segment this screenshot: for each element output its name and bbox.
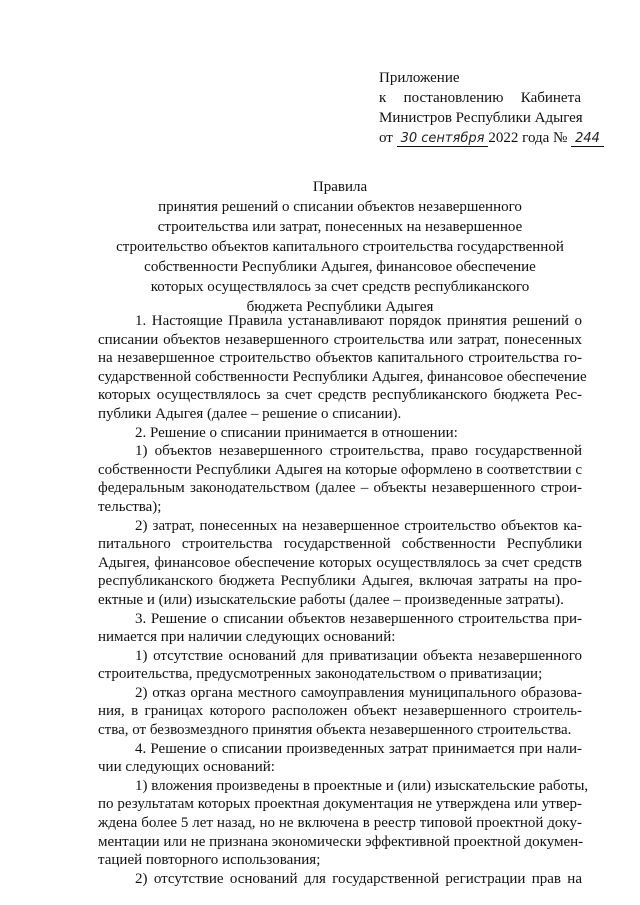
body-line: 1) объектов незавершенного строительства, право государственной xyxy=(135,443,582,460)
body-line: ства, от безвозмездного принятия объекта незавершенного строительства. xyxy=(98,722,572,739)
body-line: тельства); xyxy=(98,498,162,515)
body-line: питального строительства государственной собственности Республики xyxy=(98,536,582,553)
body-line: строительства, предусмотренных законодательством о приватизации; xyxy=(98,666,543,683)
body-line: Адыгея, финансовое обеспечение которых осуществлялось за счет средств xyxy=(98,554,582,571)
body-line: тацией повторного использования; xyxy=(98,852,321,869)
handwritten-number: 244 xyxy=(571,131,604,147)
body-line: сударственной собственности Республики Адыгея, финансовое обеспечение xyxy=(98,368,587,385)
body-line: публики Адыгея (далее – решение о списании). xyxy=(98,405,402,422)
appendix-year: 2022 года № xyxy=(488,130,568,146)
body-line: ментации или не признана экономически эффективной проектной докумен- xyxy=(98,833,584,850)
appendix-block xyxy=(379,68,600,148)
body-line: на незавершенное строительство объектов капитального строительства го- xyxy=(98,350,582,367)
appendix-resolution-word: постановлению xyxy=(403,90,504,106)
body-line: списании объектов незавершенного строительства или затрат, понесенных xyxy=(98,331,582,348)
appendix-preposition: к xyxy=(379,90,387,106)
body-line: ния, в границах которого расположен объект незавершенного строитель- xyxy=(98,703,582,720)
body-line: чии следующих оснований: xyxy=(98,759,275,776)
subtitle-line: собственности Республики Адыгея, финансовое обеспечение xyxy=(144,259,536,275)
subtitle-line: которых осуществлялось за счет средств республиканского xyxy=(150,279,530,295)
appendix-label: Приложение xyxy=(379,70,460,86)
appendix-cabinet-word: Кабинета xyxy=(520,90,581,106)
body-line: 1) отсутствие оснований для приватизации объекта незавершенного xyxy=(135,647,582,664)
appendix-date-prefix: от xyxy=(379,130,393,146)
subtitle-line: бюджета Республики Адыгея xyxy=(246,299,434,315)
body-line: республиканского бюджета Республики Адыгея, включая затраты на про- xyxy=(98,573,582,590)
subtitle-line: строительства или затрат, понесенных на незавершенное xyxy=(157,219,523,235)
body-line: ектные и (или) изыскательские работы (далее – произведенные затраты). xyxy=(98,591,564,608)
appendix-ministry: Министров Республики Адыгея xyxy=(379,110,583,126)
handwritten-date: 30 сентября xyxy=(397,131,489,147)
body-line: собственности Республики Адыгея на которые оформлено в соответствии с xyxy=(98,461,582,478)
body-line: 2. Решение о списании принимается в отношении: xyxy=(135,424,458,441)
subtitle-line: принятия решений о списании объектов незавершенного xyxy=(158,199,522,215)
body-line: 4. Решение о списании произведенных затрат принимается при нали- xyxy=(135,740,582,757)
body-line: 2) отсутствие оснований для государственной регистрации прав на xyxy=(135,870,582,887)
body-line: которых осуществлялось за счет средств республиканского бюджета Рес- xyxy=(98,387,582,404)
document-subtitle xyxy=(100,197,580,317)
body-line: нимается при наличии следующих оснований: xyxy=(98,629,396,646)
body-line: 3. Решение о списании объектов незавершенного строительства при- xyxy=(135,610,582,627)
body-line: по результатам которых проектная документация не утверждена или утвер- xyxy=(98,796,582,813)
body-line: 1) вложения произведены в проектные и (или) изыскательские работы, xyxy=(135,777,589,794)
appendix-reference-line xyxy=(379,88,581,108)
document-body xyxy=(98,312,589,888)
body-line: 2) затрат, понесенных на незавершенное строительство объектов ка- xyxy=(135,517,582,534)
subtitle-line: строительство объектов капитального строительства государственной xyxy=(116,239,564,255)
appendix-date-line xyxy=(379,128,600,148)
body-line: ждена более 5 лет назад, но не включена в реестр типовой проектной доку- xyxy=(98,815,582,832)
body-line: 1. Настоящие Правила устанавливают порядок принятия решений о xyxy=(135,313,582,329)
body-line: федеральным законодательством (далее – объекты незавершенного строи- xyxy=(98,480,582,497)
body-line: 2) отказ органа местного самоуправления муниципального образова- xyxy=(135,684,582,701)
document-title: Правила xyxy=(312,179,368,195)
